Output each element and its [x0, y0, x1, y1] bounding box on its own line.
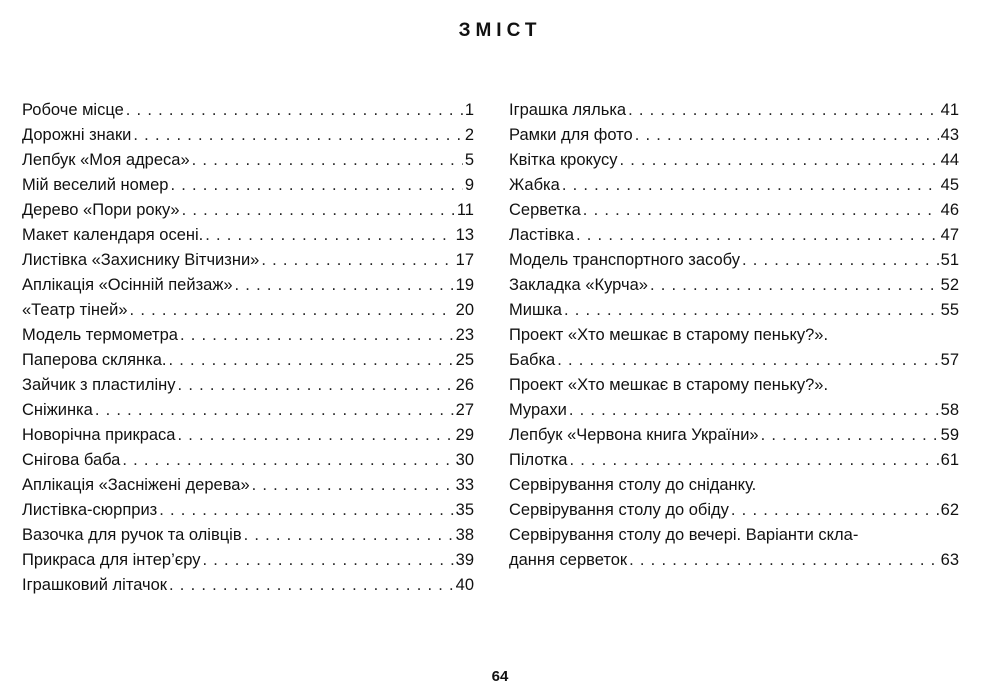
dot-leader — [583, 198, 939, 223]
toc-entry — [22, 348, 474, 373]
toc-entry-label: Сніжинка — [22, 401, 93, 419]
toc-entry — [509, 123, 959, 148]
toc-entry-line — [509, 273, 959, 298]
dot-leader — [178, 423, 454, 448]
toc-entry-page: 27 — [455, 401, 474, 419]
toc-entry — [22, 498, 474, 523]
toc-entry-line — [22, 548, 474, 573]
toc-entry-line — [22, 223, 474, 248]
toc-entry-line — [509, 223, 959, 248]
toc-entry-page: 26 — [455, 376, 474, 394]
toc-entry-title-line: Сервірування столу до вечері. Варіанти скла- — [509, 526, 859, 544]
toc-entry-page: 20 — [455, 301, 474, 319]
toc-entry-page: 40 — [455, 576, 474, 594]
dot-leader — [122, 448, 453, 473]
dot-leader — [95, 398, 454, 423]
toc-entry — [22, 373, 474, 398]
toc-entry-page: 30 — [455, 451, 474, 469]
dot-leader — [557, 348, 938, 373]
dot-leader — [562, 173, 939, 198]
toc-entry-page: 17 — [455, 251, 474, 269]
toc-entry-line — [509, 148, 959, 173]
dot-leader — [192, 148, 463, 173]
toc-left-column — [22, 98, 474, 598]
toc-entry-title-line: Сервірування столу до сніданку. — [509, 476, 757, 494]
toc-entry — [509, 223, 959, 248]
dot-leader — [180, 323, 454, 348]
toc-right-column — [509, 98, 959, 573]
toc-entry-page: 52 — [940, 276, 959, 294]
toc-entry-line — [22, 123, 474, 148]
toc-entry — [509, 473, 959, 523]
dot-leader — [130, 298, 454, 323]
toc-entry-line — [22, 248, 474, 273]
toc-entry — [22, 198, 474, 223]
toc-entry-page: 62 — [940, 501, 959, 519]
dot-leader — [170, 173, 462, 198]
toc-entry-label: Мій веселий номер — [22, 176, 169, 194]
dot-leader — [742, 248, 939, 273]
toc-entry-page: 41 — [940, 101, 959, 119]
toc-entry-label: Серветка — [509, 201, 581, 219]
toc-entry-label: Квітка крокусу — [509, 151, 618, 169]
toc-entry — [22, 423, 474, 448]
toc-entry-page: 44 — [940, 151, 959, 169]
toc-entry — [22, 98, 474, 123]
toc-entry — [22, 398, 474, 423]
toc-entry — [22, 273, 474, 298]
toc-entry-page: 35 — [455, 501, 474, 519]
toc-entry-page: 55 — [940, 301, 959, 319]
toc-entry-label: Рамки для фото — [509, 126, 633, 144]
toc-entry-line — [22, 298, 474, 323]
toc-entry-page: 39 — [455, 551, 474, 569]
toc-entry — [509, 448, 959, 473]
toc-entry — [22, 123, 474, 148]
toc-entry-page: 46 — [940, 201, 959, 219]
toc-entry-line — [509, 423, 959, 448]
toc-entry-line — [22, 398, 474, 423]
toc-entry-page: 47 — [940, 226, 959, 244]
toc-entry-label: Снігова баба — [22, 451, 121, 469]
toc-entry-title-line: Проект «Хто мешкає в старому пеньку?». — [509, 376, 829, 394]
toc-entry-page: 58 — [940, 401, 959, 419]
toc-title: ЗМІСТ — [458, 20, 542, 41]
dot-leader — [205, 223, 453, 248]
toc-entry-line — [509, 198, 959, 223]
page-number: 64 — [491, 668, 509, 685]
toc-entry-line — [22, 323, 474, 348]
dot-leader — [761, 423, 939, 448]
toc-entry-label: Листівка «Захиснику Вітчизни» — [22, 251, 260, 269]
toc-entry-page: 38 — [455, 526, 474, 544]
toc-entry-label: Аплікація «Засніжені дерева» — [22, 476, 250, 494]
dot-leader — [235, 273, 454, 298]
toc-entry-line — [509, 348, 959, 373]
dot-leader — [635, 123, 939, 148]
toc-entry-label: Ластівка — [509, 226, 575, 244]
toc-entry — [22, 223, 474, 248]
toc-entry — [509, 198, 959, 223]
toc-entry-label: Паперова склянка. — [22, 351, 167, 369]
dot-leader — [619, 148, 938, 173]
toc-entry-label: Сервірування столу до обіду — [509, 501, 729, 519]
toc-entry-page: 13 — [455, 226, 474, 244]
toc-entry-label: Аплікація «Осінній пейзаж» — [22, 276, 233, 294]
toc-entry-label: Мишка — [509, 301, 562, 319]
toc-entry-line — [22, 348, 474, 373]
toc-entry-label: Мурахи — [509, 401, 567, 419]
toc-entry — [22, 448, 474, 473]
toc-entry-label: Бабка — [509, 351, 556, 369]
dot-leader — [133, 123, 462, 148]
toc-entry-label: Іграшка лялька — [509, 101, 627, 119]
toc-entry — [22, 298, 474, 323]
dot-leader — [731, 498, 939, 523]
toc-entry-label: Дорожні знаки — [22, 126, 132, 144]
toc-entry-line — [22, 148, 474, 173]
dot-leader — [169, 348, 454, 373]
toc-entry-page: 2 — [464, 126, 474, 144]
toc-entry-page: 11 — [456, 201, 474, 219]
dot-leader — [569, 398, 939, 423]
toc-entry-label: Прикраса для інтер’єру — [22, 551, 201, 569]
toc-entry-line — [509, 298, 959, 323]
toc-entry-label: Жабка — [509, 176, 560, 194]
toc-entry — [22, 573, 474, 598]
toc-entry — [509, 298, 959, 323]
toc-entry — [509, 248, 959, 273]
toc-entry-page: 57 — [940, 351, 959, 369]
toc-entry — [509, 523, 959, 573]
dot-leader — [261, 248, 453, 273]
toc-entry-line — [509, 448, 959, 473]
dot-leader — [159, 498, 453, 523]
toc-entry — [509, 373, 959, 423]
dot-leader — [182, 198, 455, 223]
toc-entry-label: Новорічна прикраса — [22, 426, 176, 444]
toc-entry-line — [509, 398, 959, 423]
dot-leader — [202, 548, 453, 573]
toc-entry — [509, 173, 959, 198]
toc-entry-page: 63 — [940, 551, 959, 569]
dot-leader — [126, 98, 463, 123]
toc-entry-line — [22, 423, 474, 448]
toc-entry-line — [509, 123, 959, 148]
dot-leader — [629, 548, 939, 573]
toc-entry-line — [509, 548, 959, 573]
toc-entry-line — [22, 523, 474, 548]
toc-entry-line — [22, 373, 474, 398]
toc-entry-label: Модель транспортного засобу — [509, 251, 740, 269]
dot-leader — [650, 273, 939, 298]
toc-entry-label: Лепбук «Моя адреса» — [22, 151, 190, 169]
toc-entry-title-line: Проект «Хто мешкає в старому пеньку?». — [509, 326, 829, 344]
toc-entry-line — [509, 498, 959, 523]
toc-entry-line — [22, 448, 474, 473]
toc-entry-label: Листівка-сюрприз — [22, 501, 158, 519]
toc-entry — [509, 423, 959, 448]
toc-entry-line — [22, 473, 474, 498]
toc-entry — [22, 148, 474, 173]
toc-entry-page: 5 — [464, 151, 474, 169]
toc-entry-line — [509, 173, 959, 198]
toc-entry-label: Закладка «Курча» — [509, 276, 648, 294]
dot-leader — [178, 373, 454, 398]
dot-leader — [244, 523, 454, 548]
toc-entry-label: дання серветок — [509, 551, 628, 569]
toc-entry-line — [509, 98, 959, 123]
toc-entry-line — [22, 573, 474, 598]
toc-entry-page: 19 — [455, 276, 474, 294]
toc-entry-label: Робоче місце — [22, 101, 124, 119]
toc-entry-line — [22, 498, 474, 523]
toc-entry-line — [22, 198, 474, 223]
toc-entry-label: Дерево «Пори року» — [22, 201, 180, 219]
toc-entry-page: 23 — [455, 326, 474, 344]
toc-entry-label: Модель термометра — [22, 326, 178, 344]
toc-entry — [22, 173, 474, 198]
toc-entry-label: Макет календаря осені. — [22, 226, 204, 244]
dot-leader — [628, 98, 939, 123]
toc-entry-page: 51 — [940, 251, 959, 269]
toc-entry-label: Зайчик з пластиліну — [22, 376, 176, 394]
toc-entry-label: Лепбук «Червона книга України» — [509, 426, 759, 444]
toc-entry-page: 61 — [940, 451, 959, 469]
toc-entry-page: 45 — [940, 176, 959, 194]
toc-entry-page: 9 — [464, 176, 474, 194]
toc-entry — [509, 98, 959, 123]
toc-entry-page: 1 — [464, 101, 474, 119]
toc-entry-label: «Театр тіней» — [22, 301, 128, 319]
toc-entry — [22, 523, 474, 548]
dot-leader — [252, 473, 454, 498]
toc-entry-page: 25 — [455, 351, 474, 369]
dot-leader — [576, 223, 939, 248]
toc-entry-line — [22, 273, 474, 298]
dot-leader — [169, 573, 454, 598]
toc-entry — [22, 323, 474, 348]
toc-entry-label: Вазочка для ручок та олівців — [22, 526, 242, 544]
toc-entry — [22, 248, 474, 273]
toc-entry — [509, 273, 959, 298]
toc-entry-line — [509, 248, 959, 273]
toc-entry — [22, 473, 474, 498]
toc-entry — [509, 323, 959, 373]
toc-entry-label: Іграшковий літачок — [22, 576, 168, 594]
toc-entry-line — [22, 98, 474, 123]
toc-entry-page: 29 — [455, 426, 474, 444]
toc-entry-page: 59 — [940, 426, 959, 444]
dot-leader — [569, 448, 938, 473]
toc-entry — [509, 148, 959, 173]
toc-entry-page: 43 — [940, 126, 959, 144]
toc-entry — [22, 548, 474, 573]
dot-leader — [564, 298, 939, 323]
toc-entry-page: 33 — [455, 476, 474, 494]
toc-entry-label: Пілотка — [509, 451, 568, 469]
toc-entry-line — [22, 173, 474, 198]
